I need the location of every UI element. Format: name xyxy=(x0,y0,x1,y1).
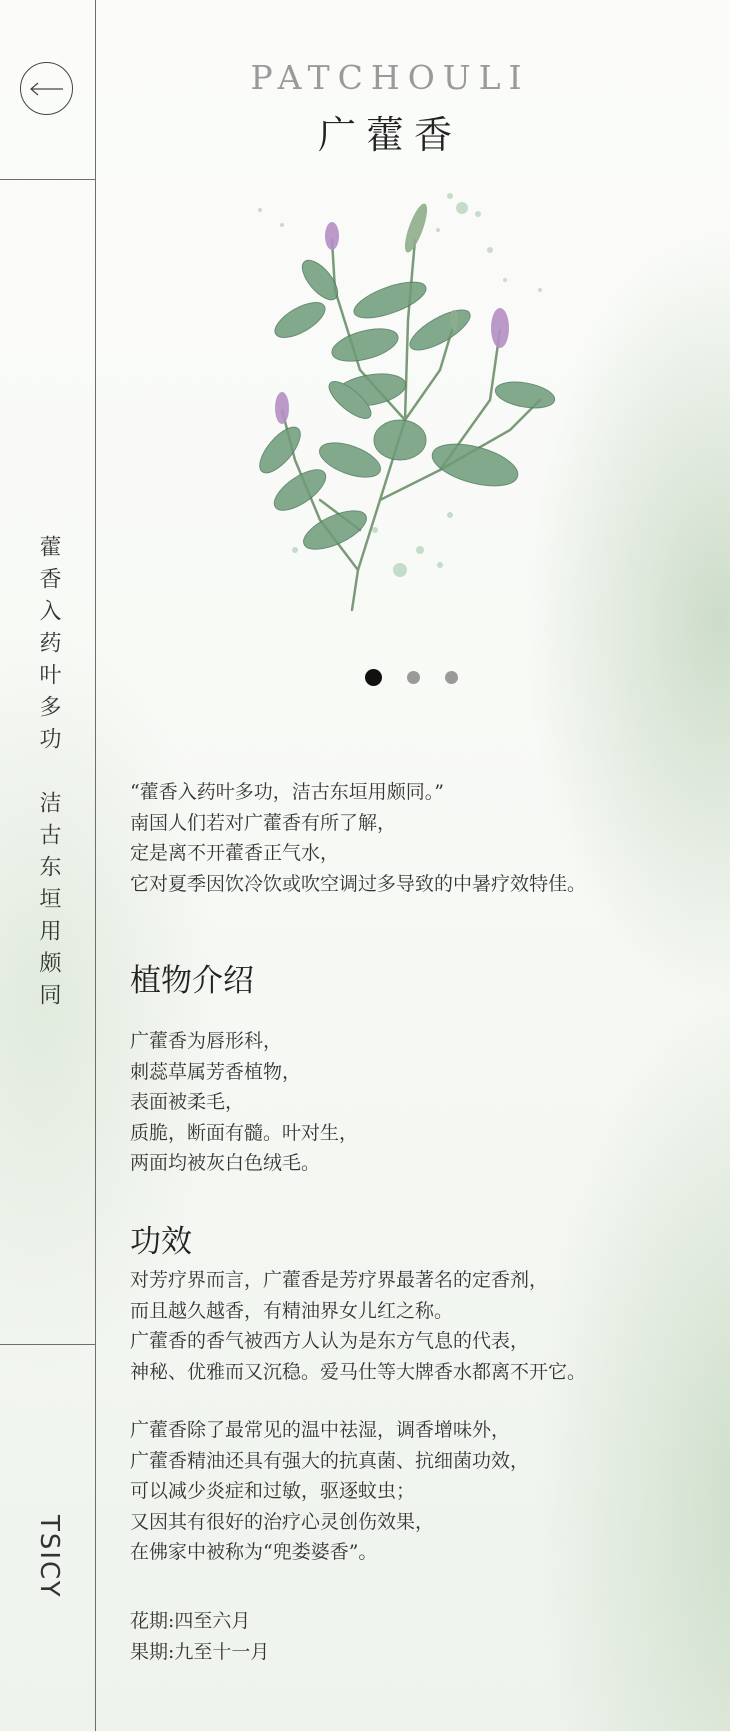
flowering-period: 花期:四至六月 xyxy=(130,1610,251,1632)
plant-line: 两面均被灰白色绒毛。 xyxy=(130,1152,321,1174)
page-title-en: PATCHOULI xyxy=(250,58,530,97)
effect-paragraph-2 xyxy=(130,1415,529,1568)
effect-line: 而且越久越香，有精油界女儿红之称。 xyxy=(130,1299,454,1322)
effect-line: 对芳疗界而言，广藿香是芳疗界最著名的定香剂， xyxy=(130,1269,549,1291)
effect-line: 又因其有很好的治疗心灵创伤效果， xyxy=(130,1510,435,1533)
back-cell xyxy=(0,0,95,180)
intro-line: 它对夏季因饮冷饮或吹空调过多导致的中暑疗效特佳。 xyxy=(130,872,587,895)
carousel-dot-3[interactable] xyxy=(445,671,458,684)
plant-intro-heading: 植物介绍 xyxy=(130,963,254,999)
sidebar xyxy=(0,0,96,1731)
intro-paragraph xyxy=(130,777,586,899)
intro-line: 南国人们若对广藿香有所了解， xyxy=(130,811,397,834)
effect-line: 可以减少炎症和过敏，驱逐蚊虫； xyxy=(130,1480,416,1502)
effect-line: 在佛家中被称为“兜娄婆香”。 xyxy=(130,1541,378,1563)
vertical-poem: 藿香入药叶多功 洁古东垣用颇同 xyxy=(36,535,61,1015)
page-title-zh: 广藿香 xyxy=(317,113,462,157)
effect-line: 广藿香的香气被西方人认为是东方气息的代表， xyxy=(130,1330,530,1352)
effect-paragraph-1 xyxy=(130,1265,586,1387)
effect-line: 广藿香除了最常见的温中祛湿，调香增味外， xyxy=(130,1419,511,1441)
plant-line: 质脆，断面有髓。叶对生， xyxy=(130,1121,359,1144)
carousel-indicator xyxy=(365,669,483,686)
plant-intro-paragraph xyxy=(130,1026,358,1179)
back-button[interactable] xyxy=(20,62,73,115)
carousel-dot-2[interactable] xyxy=(407,671,420,684)
patchouli-illustration xyxy=(240,170,620,630)
plant-line: 表面被柔毛， xyxy=(130,1091,245,1113)
carousel-dot-1[interactable] xyxy=(365,669,382,686)
intro-line: 定是离不开藿香正气水， xyxy=(130,842,340,864)
effect-line: 广藿香精油还具有强大的抗真菌、抗细菌功效， xyxy=(130,1449,530,1472)
plant-line: 刺蕊草属芳香植物， xyxy=(130,1060,302,1083)
effect-line: 神秘、优雅而又沉稳。爱马仕等大牌香水都离不开它。 xyxy=(130,1360,587,1383)
brand-logo-text: TSICY xyxy=(34,1515,64,1599)
plant-line: 广藿香为唇形科， xyxy=(130,1030,283,1052)
intro-line: “藿香入药叶多功，洁古东垣用颇同。” xyxy=(130,781,444,803)
effect-heading: 功效 xyxy=(130,1224,192,1260)
season-info xyxy=(130,1606,269,1667)
fruiting-period: 果期:九至十一月 xyxy=(130,1640,270,1663)
arrow-left-icon xyxy=(29,82,65,96)
